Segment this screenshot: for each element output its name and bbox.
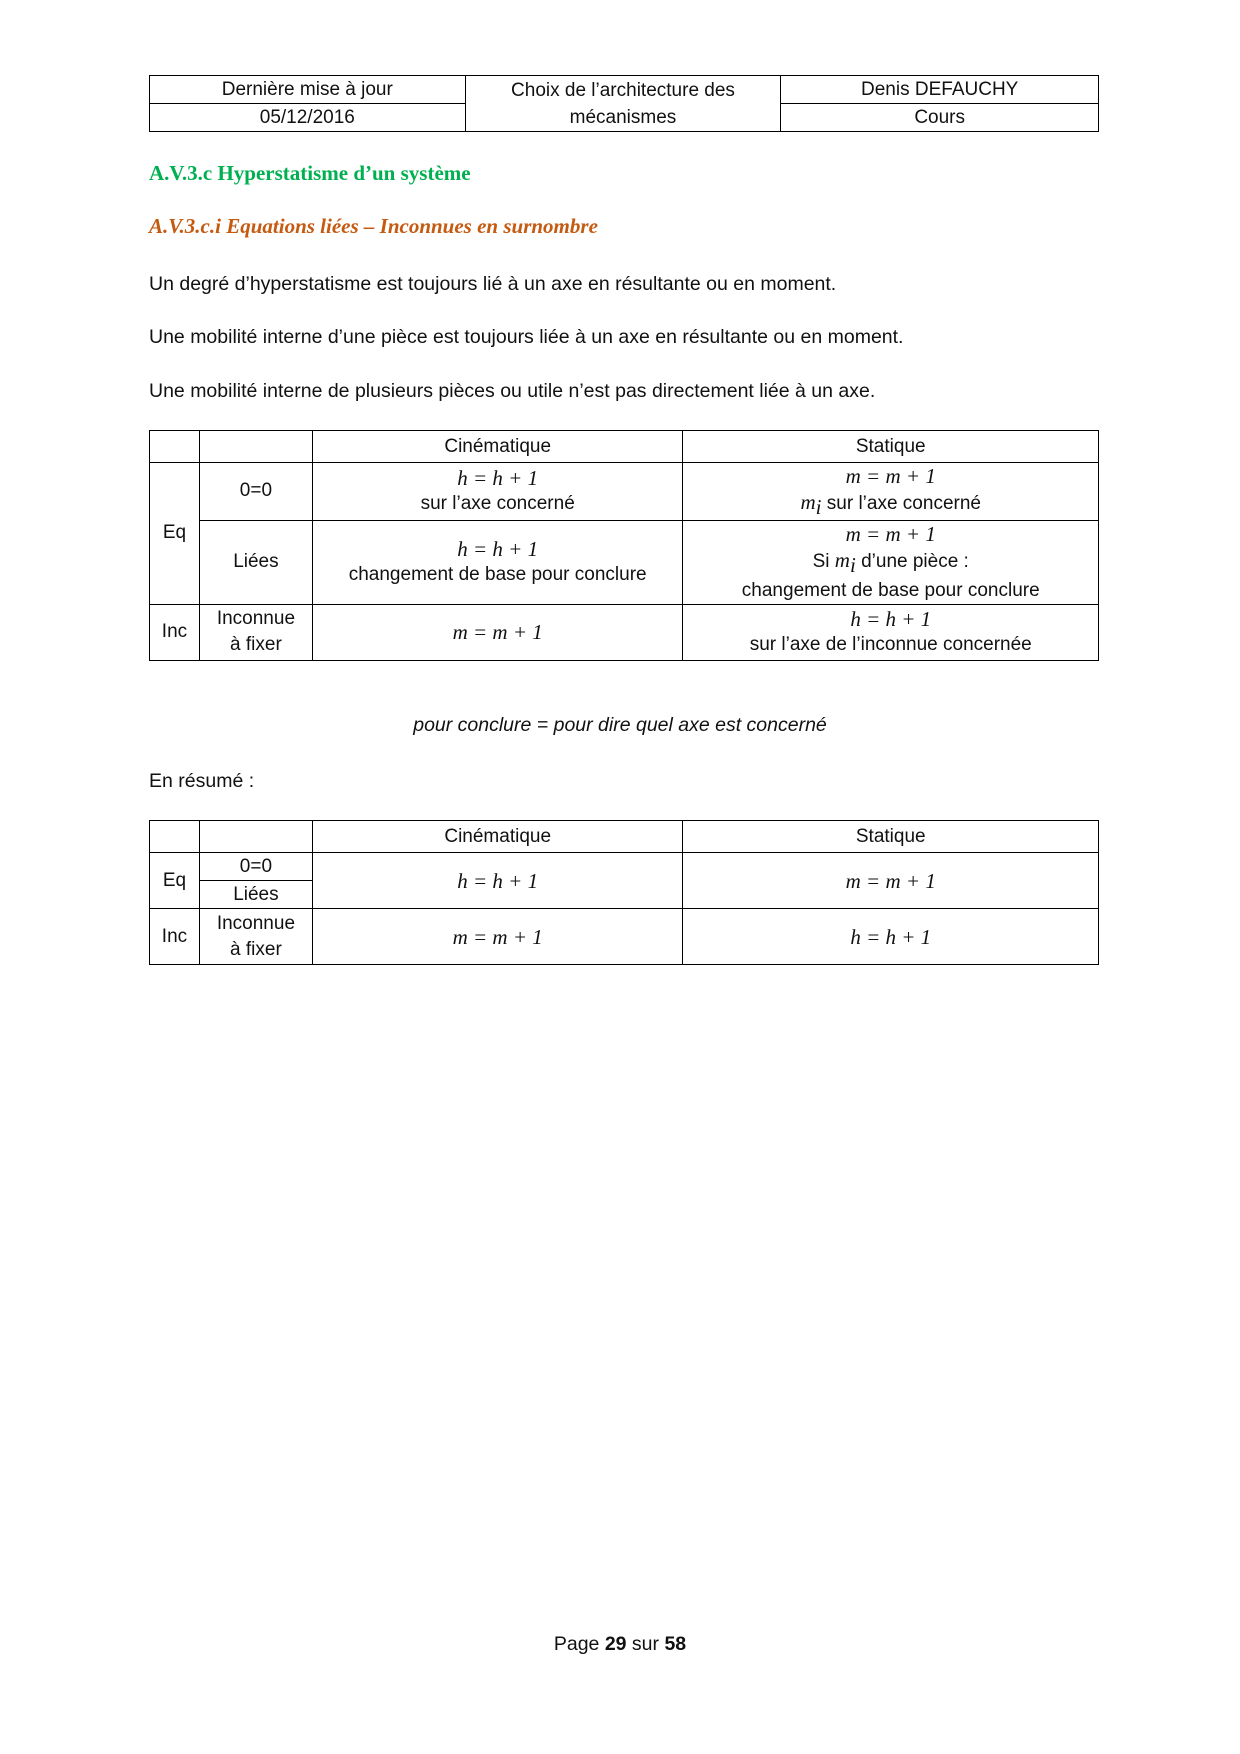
- suffix: d’une pièce :: [855, 550, 969, 572]
- note: sur l’axe concerné: [420, 493, 575, 515]
- note-2: changement de base pour conclure: [741, 579, 1040, 601]
- table1-liees-label: Liées: [199, 520, 312, 604]
- table2-inc-label: Inc: [150, 909, 200, 965]
- hyperstatism-table: [149, 430, 1099, 661]
- paragraph-3: Une mobilité interne de plusieurs pièces ou utile n’est pas directement liée à un axe.: [149, 380, 876, 402]
- page-total: 58: [664, 1633, 687, 1655]
- conclusion-note: pour conclure = pour dire quel axe est concerné: [413, 714, 827, 736]
- table1-zero-stat: [683, 463, 1099, 521]
- note: [683, 489, 1098, 520]
- note-text: sur l’axe concerné: [821, 493, 981, 514]
- table2-eq-cine: h = h + 1: [312, 853, 683, 909]
- table1-inconnue-cine: [312, 604, 683, 660]
- page-word: Page: [553, 1633, 605, 1655]
- paragraph-1: Un degré d’hyperstatisme est toujours lié à un axe en résultante ou en moment.: [149, 273, 837, 295]
- line2: à fixer: [230, 634, 282, 656]
- header-title: Choix de l’architecture des mécanismes: [465, 76, 781, 132]
- table1-inconnue-label: [199, 604, 312, 660]
- header-author: Denis DEFAUCHY: [781, 76, 1099, 104]
- page-footer: [0, 1633, 1240, 1656]
- table2-eq-stat: m = m + 1: [683, 853, 1099, 909]
- table1-eq-label: Eq: [150, 463, 200, 605]
- table2-header-empty-1: [150, 821, 200, 853]
- paragraph-2: Une mobilité interne d’une pièce est toujours liée à un axe en résultante ou en moment.: [149, 326, 904, 348]
- formula: m = m + 1: [452, 620, 543, 645]
- var: m: [834, 547, 850, 572]
- header-table: [149, 75, 1099, 132]
- formula: h = h + 1: [457, 466, 539, 491]
- table2-header-statique: Statique: [683, 821, 1099, 853]
- note: sur l’axe de l’inconnue concernée: [749, 634, 1032, 656]
- header-updated-label: Dernière mise à jour: [150, 76, 466, 104]
- page-number: 29: [604, 1633, 627, 1655]
- table2-liees-label: Liées: [199, 881, 312, 909]
- of-word: sur: [626, 1633, 665, 1655]
- table2-inc-stat: h = h + 1: [683, 909, 1099, 965]
- table1-header-statique: Statique: [683, 431, 1099, 463]
- var: m: [800, 490, 816, 514]
- summary-table: [149, 820, 1099, 965]
- note: changement de base pour conclure: [348, 564, 647, 586]
- table1-liees-cine: [312, 520, 683, 604]
- section-subheading: A.V.3.c.i Equations liées – Inconnues en surnombre: [149, 214, 598, 238]
- formula: h = h + 1: [457, 537, 539, 562]
- header-date: 05/12/2016: [150, 104, 466, 132]
- table2-header-cinematique: Cinématique: [312, 821, 683, 853]
- table1-inconnue-stat: [683, 604, 1099, 660]
- header-doc-type: Cours: [781, 104, 1099, 132]
- note: [683, 547, 1098, 578]
- table2-header-empty-2: [199, 821, 312, 853]
- table1-inc-label: Inc: [150, 604, 200, 660]
- table2-inc-cine: m = m + 1: [312, 909, 683, 965]
- formula: m = m + 1: [845, 521, 936, 546]
- table1-zero-label: 0=0: [199, 463, 312, 521]
- table2-zero-label: 0=0: [199, 853, 312, 881]
- section-heading: A.V.3.c Hyperstatisme d’un système: [149, 161, 471, 185]
- table1-zero-cine: [312, 463, 683, 521]
- table1-header-cinematique: Cinématique: [312, 431, 683, 463]
- sub: i: [815, 494, 822, 519]
- sub: i: [849, 552, 856, 577]
- summary-label: En résumé :: [149, 770, 255, 792]
- table1-header-empty-2: [199, 431, 312, 463]
- line1: Inconnue: [216, 912, 296, 934]
- table1-liees-stat: [683, 520, 1099, 604]
- prefix: Si: [812, 550, 835, 572]
- table2-eq-label: Eq: [150, 853, 200, 909]
- line1: Inconnue: [216, 608, 296, 630]
- formula: m = m + 1: [845, 464, 936, 488]
- table2-inconnue-label: [199, 909, 312, 965]
- table1-header-empty-1: [150, 431, 200, 463]
- line2: à fixer: [230, 938, 282, 960]
- formula: h = h + 1: [850, 607, 932, 632]
